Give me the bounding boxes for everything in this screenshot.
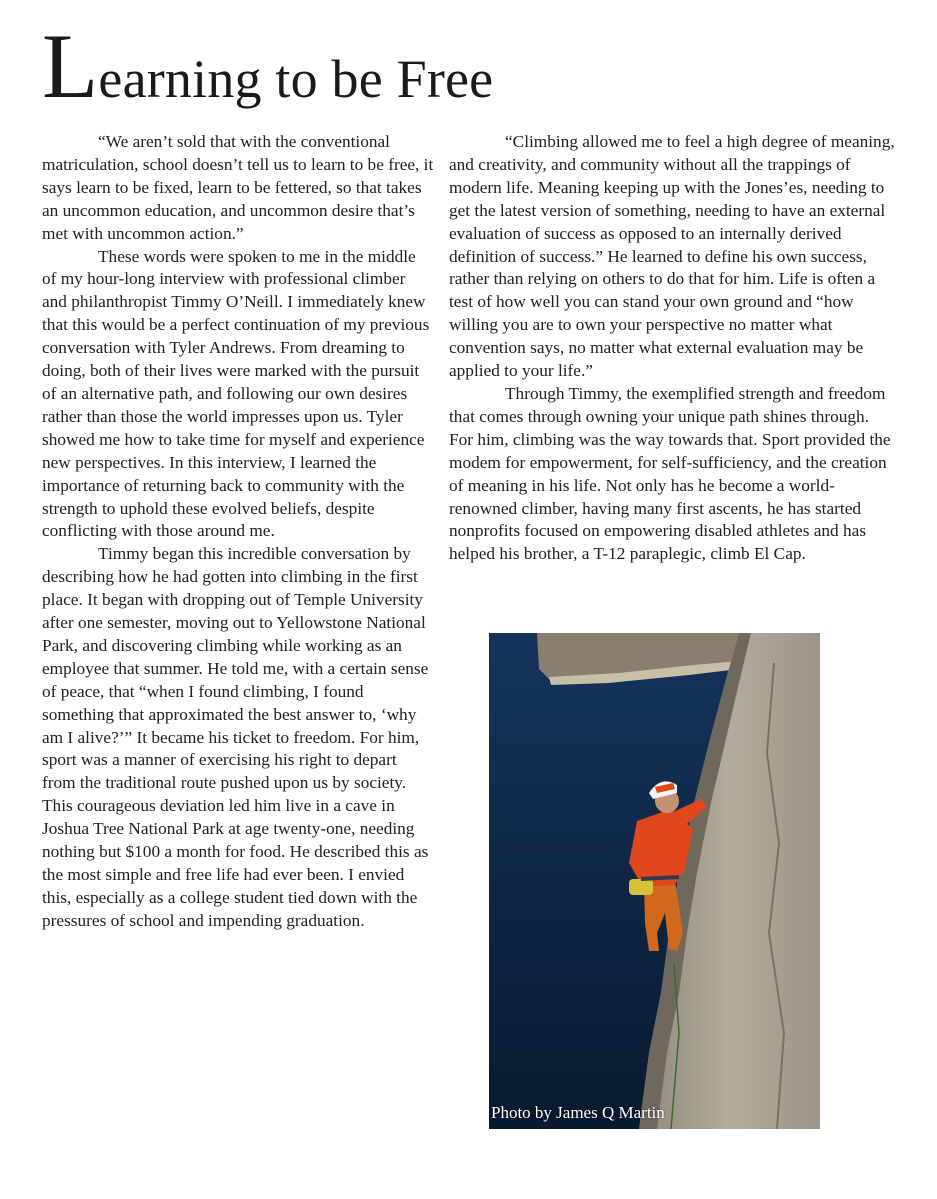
right-column [449,131,897,566]
title-rest: earning to be Free [98,49,494,109]
article-title [42,15,494,117]
climber-photo [489,633,820,1129]
paragraph-quote-intro: “We aren’t sold that with the conventional matriculation, school doesn’t tell us to learn to be free, it says learn to be fixed, learn to be fettered, so that takes an uncommon education, and uncommon desire that’s met with uncommon action.” [42,132,434,243]
climber-illustration [489,633,820,1129]
climber-harness [641,877,679,879]
left-column [42,131,434,933]
paragraph-freedom-path: Through Timmy, the exemplified strength and freedom that comes through owning your unique path shines through. For him, climbing was the way towards that. Sport provided the modem for empowerment, for self-sufficiency, and the creation of meaning in his life. Not only has he become a world-renowned climber, having many first ascents, he has started nonprofits focused on empowering disabled athletes and has helped his brother, a T-12 paraplegic, climb El Cap. [449,383,891,564]
paragraph-interview-context: These words were spoken to me in the middle of my hour-long interview with professional climber and philanthropist Timmy O’Neill. I immediately knew that this would be a perfect continuation of my previous conversation with Tyler Andrews. From dreaming to doing, both of their lives were marked with the pursuit of an alternative path, and following our own desires rather than those the world impresses upon us. Tyler showed me how to take time for myself and experience new perspectives. In this interview, I learned the importance of returning back to community with the strength to uphold these evolved beliefs, despite conflicting with those around me. [42,246,430,541]
photo-credit: Photo by James Q Martin [491,1103,665,1122]
title-drop-cap: L [42,15,99,117]
paragraph-climbing-origin: Timmy began this incredible conversation by describing how he had gotten into climbing in the first place. It began with dropping out of Temple University after one semester, moving out to Yellowstone National Park, and discovering climbing while working as an employee that summer. He told me, with a certain sense of peace, that “when I found climbing, I found something that approximated the best answer to, ‘why am I alive?’” It became his ticket to freedom. For him, sport was a manner of exercising his right to depart from the traditional route pushed upon us by society. This courageous deviation led him live in a cave in Joshua Tree National Park at age twenty-one, needing nothing but $100 a month for food. He described this as the most simple and free life had ever been. I envied this, especially as a college student tied down with the pressures of school and impending graduation. [42,544,429,930]
climber-gear [629,879,653,895]
paragraph-climbing-meaning: “Climbing allowed me to feel a high degree of meaning, and creativity, and community without all the trappings of modern life. Meaning keeping up with the Jones’es, needing to get the latest version of something, needing to have an external evaluation of success as opposed to an internally derived definition of success.” He learned to define his own success, rather than relying on others to do that for him. Life is often a test of how well you can stand your own ground and “how willing you are to own your perspective no matter what convention says, no matter what external evaluation may be applied to your life.” [449,132,895,381]
